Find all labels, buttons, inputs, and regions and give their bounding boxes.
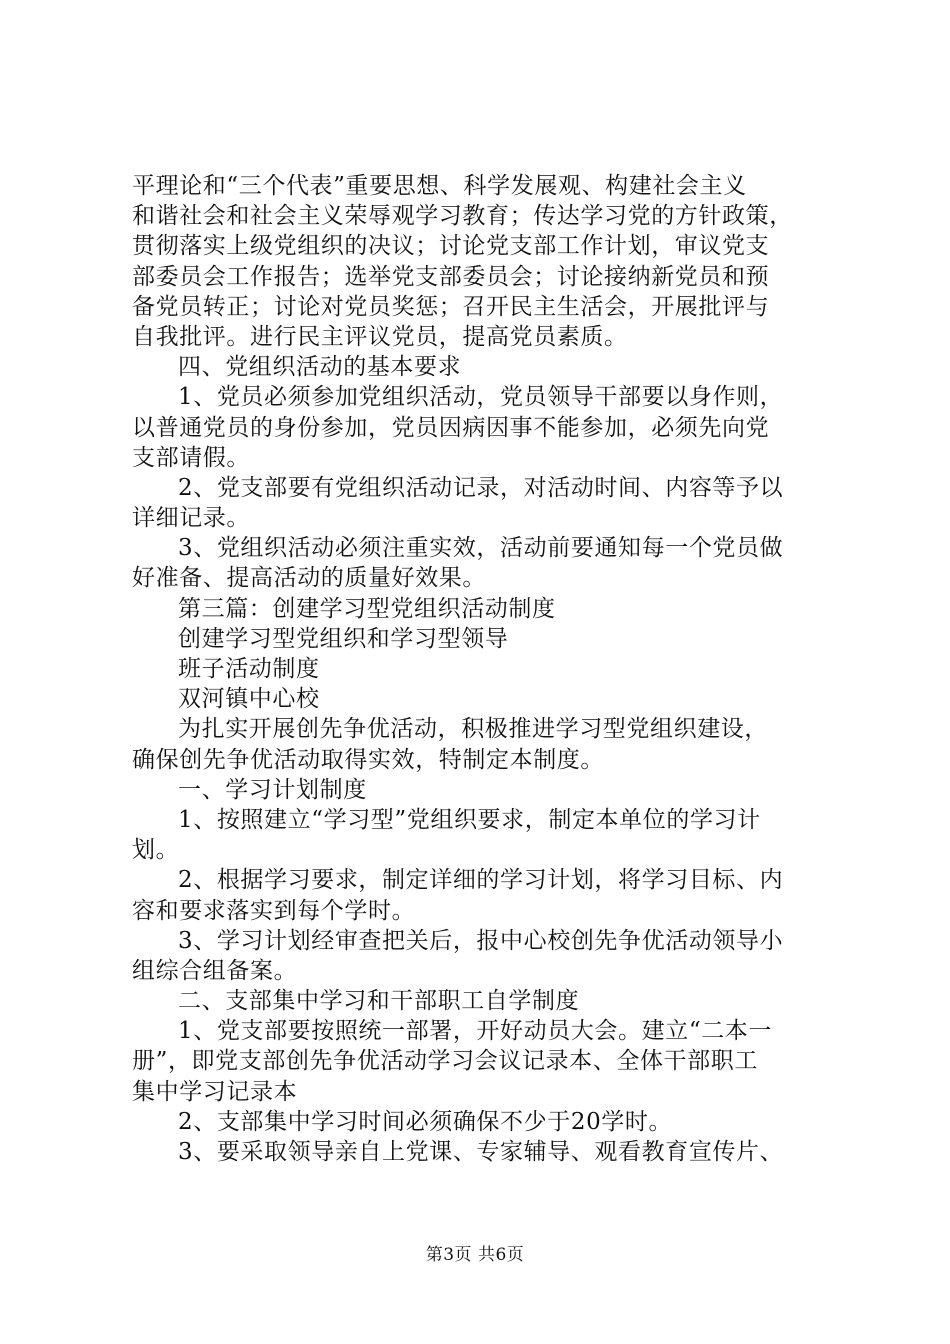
text-line: 好准备、提高活动的质量好效果。 <box>132 565 486 592</box>
text-line: 3、学习计划经审查把关后，报中心校创先争优活动领导小 <box>178 927 784 954</box>
text-line: 以普通党员的身份参加，党员因病因事不能参加，必须先向党 <box>132 414 770 441</box>
section-heading: 二、支部集中学习和干部职工自学制度 <box>178 988 580 1015</box>
text-line: 2、党支部要有党组织活动记录，对活动时间、内容等予以 <box>178 474 784 501</box>
text-line: 确保创先争优活动取得实效，特制定本制度。 <box>132 746 604 773</box>
text-line: 1、党支部要按照统一部署，开好动员大会。建立“二本一 <box>178 1018 772 1045</box>
text-line: 和谐社会和社会主义荣辱观学习教育；传达学习党的方针政策， <box>132 203 793 230</box>
text-line: 部委员会工作报告；选举党支部委员会；讨论接纳新党员和预 <box>132 263 770 290</box>
body-text <box>132 171 832 1167</box>
text-line: 集中学习记录本 <box>132 1078 298 1105</box>
document-title: 班子活动制度 <box>178 656 320 682</box>
text-line: 自我批评。进行民主评议党员，提高党员素质。 <box>132 323 628 350</box>
text-line: 容和要求落实到每个学时。 <box>132 897 416 924</box>
section-heading: 四、党组织活动的基本要求 <box>178 354 462 381</box>
section-heading: 一、学习计划制度 <box>178 776 367 803</box>
text-line: 1、按照建立“学习型”党组织要求，制定本单位的学习计 <box>178 806 761 833</box>
text-line: 2、根据学习要求，制定详细的学习计划，将学习目标、内 <box>178 867 784 894</box>
text-line: 2、支部集中学习时间必须确保不少于20学时。 <box>178 1108 673 1135</box>
document-author: 双河镇中心校 <box>178 686 320 713</box>
page-footer: 第3页 共6页 <box>425 1245 525 1265</box>
text-line: 平理论和“三个代表”重要思想、科学发展观、构建社会主义 <box>132 173 747 199</box>
text-line: 1、党员必须参加党组织活动，党员领导干部要以身作则， <box>178 384 784 411</box>
text-line: 备党员转正；讨论对党员奖惩；召开民主生活会，开展批评与 <box>132 293 770 320</box>
text-line: 为扎实开展创先争优活动，积极推进学习型党组织建设， <box>178 716 768 743</box>
document-title: 创建学习型党组织和学习型领导 <box>178 625 509 652</box>
text-line: 册”，即党支部创先争优活动学习会议记录本、全体干部职工 <box>132 1048 758 1075</box>
text-line: 3、党组织活动必须注重实效，活动前要通知每一个党员做 <box>178 535 784 562</box>
text-line: 支部请假。 <box>132 444 250 471</box>
text-line: 3、要采取领导亲自上党课、专家辅导、观看教育宣传片、 <box>178 1139 784 1165</box>
text-line: 划。 <box>132 837 180 864</box>
text-line: 组综合组备案。 <box>132 957 298 984</box>
chapter-heading: 第三篇：创建学习型党组织活动制度 <box>178 595 556 622</box>
text-line: 详细记录。 <box>132 505 250 532</box>
text-line: 贯彻落实上级党组织的决议；讨论党支部工作计划，审议党支 <box>132 233 770 260</box>
